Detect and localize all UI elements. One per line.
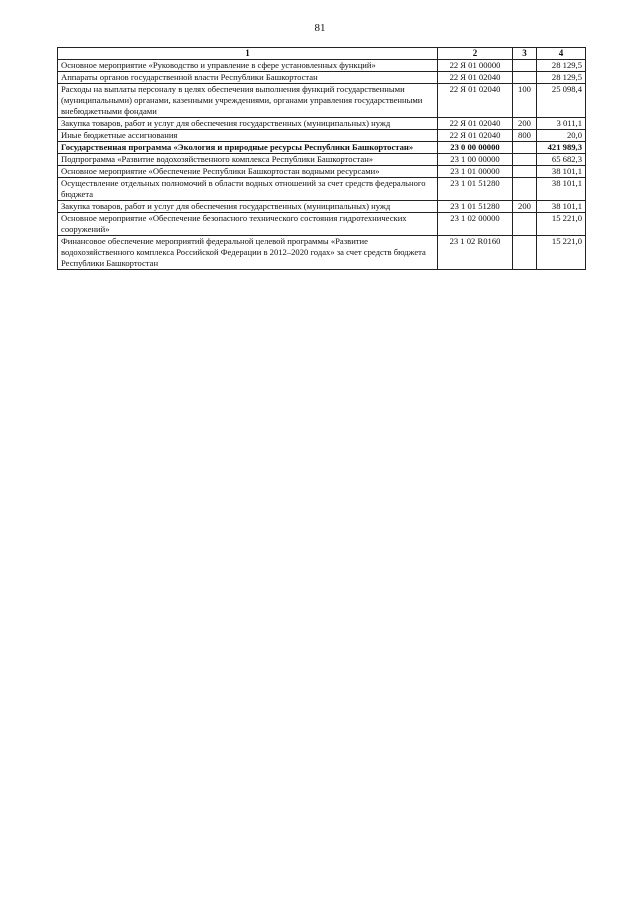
row-amount-cell: 15 221,0 [537, 236, 586, 270]
row-code-cell: 23 1 02 R0160 [438, 236, 513, 270]
row-name-cell: Государственная программа «Экология и природные ресурсы Республики Башкортостан» [58, 142, 438, 154]
row-name-cell: Основное мероприятие «Обеспечение безопасного технического состояния гидротехнических сооружений» [58, 213, 438, 236]
table-header-row [58, 48, 586, 60]
table-row [58, 213, 586, 236]
row-expense-type-cell: 200 [513, 201, 537, 213]
table-row [58, 60, 586, 72]
table-row [58, 178, 586, 201]
budget-table [57, 47, 586, 270]
row-amount-cell: 38 101,1 [537, 178, 586, 201]
table-row [58, 154, 586, 166]
row-expense-type-cell [513, 236, 537, 270]
table-row [58, 166, 586, 178]
row-expense-type-cell [513, 178, 537, 201]
row-name-cell: Осуществление отдельных полномочий в области водных отношений за счет средств федерального бюджета [58, 178, 438, 201]
row-name-cell: Основное мероприятие «Обеспечение Республики Башкортостан водными ресурсами» [58, 166, 438, 178]
row-amount-cell: 3 011,1 [537, 118, 586, 130]
row-code-cell: 22 Я 01 02040 [438, 118, 513, 130]
row-expense-type-cell: 100 [513, 84, 537, 118]
page-number: 81 [314, 22, 326, 34]
row-amount-cell: 28 129,5 [537, 72, 586, 84]
row-amount-cell: 38 101,1 [537, 166, 586, 178]
row-amount-cell: 38 101,1 [537, 201, 586, 213]
row-name-cell: Закупка товаров, работ и услуг для обеспечения государственных (муниципальных) нужд [58, 201, 438, 213]
row-name-cell: Основное мероприятие «Руководство и управление в сфере установленных функций» [58, 60, 438, 72]
row-code-cell: 23 1 00 00000 [438, 154, 513, 166]
row-expense-type-cell [513, 72, 537, 84]
table-row [58, 236, 586, 270]
row-name-cell: Подпрограмма «Развитие водохозяйственного комплекса Республики Башкортостан» [58, 154, 438, 166]
table-row [58, 142, 586, 154]
row-expense-type-cell: 800 [513, 130, 537, 142]
row-code-cell: 23 1 01 00000 [438, 166, 513, 178]
row-name-cell: Расходы на выплаты персоналу в целях обеспечения выполнения функций государственными (муниципальными) органами, казенными учреждениями, органами управления государственными внебюджетными фондами [58, 84, 438, 118]
column-header-4: 4 [537, 48, 586, 60]
row-amount-cell: 65 682,3 [537, 154, 586, 166]
row-expense-type-cell [513, 142, 537, 154]
row-expense-type-cell [513, 213, 537, 236]
row-amount-cell: 421 989,3 [537, 142, 586, 154]
row-code-cell: 22 Я 01 02040 [438, 84, 513, 118]
row-amount-cell: 20,0 [537, 130, 586, 142]
row-code-cell: 23 1 01 51280 [438, 201, 513, 213]
row-code-cell: 22 Я 01 02040 [438, 72, 513, 84]
row-expense-type-cell [513, 60, 537, 72]
row-code-cell: 22 Я 01 02040 [438, 130, 513, 142]
row-name-cell: Закупка товаров, работ и услуг для обеспечения государственных (муниципальных) нужд [58, 118, 438, 130]
row-expense-type-cell: 200 [513, 118, 537, 130]
column-header-1: 1 [58, 48, 438, 60]
row-amount-cell: 15 221,0 [537, 213, 586, 236]
table-row [58, 84, 586, 118]
row-name-cell: Аппараты органов государственной власти Республики Башкортостан [58, 72, 438, 84]
row-name-cell: Иные бюджетные ассигнования [58, 130, 438, 142]
row-name-cell: Финансовое обеспечение мероприятий федеральной целевой программы «Развитие водохозяйственного комплекса Российской Федерации в 2012–2020 годах» за счет средств бюджета Республики Башкортостан [58, 236, 438, 270]
row-expense-type-cell [513, 154, 537, 166]
table-row [58, 201, 586, 213]
row-code-cell: 23 1 01 51280 [438, 178, 513, 201]
row-amount-cell: 28 129,5 [537, 60, 586, 72]
table-body [58, 60, 586, 270]
column-header-3: 3 [513, 48, 537, 60]
column-header-2: 2 [438, 48, 513, 60]
table-row [58, 118, 586, 130]
row-expense-type-cell [513, 166, 537, 178]
row-code-cell: 23 1 02 00000 [438, 213, 513, 236]
row-code-cell: 23 0 00 00000 [438, 142, 513, 154]
row-code-cell: 22 Я 01 00000 [438, 60, 513, 72]
row-amount-cell: 25 098,4 [537, 84, 586, 118]
table-row [58, 130, 586, 142]
table-row [58, 72, 586, 84]
